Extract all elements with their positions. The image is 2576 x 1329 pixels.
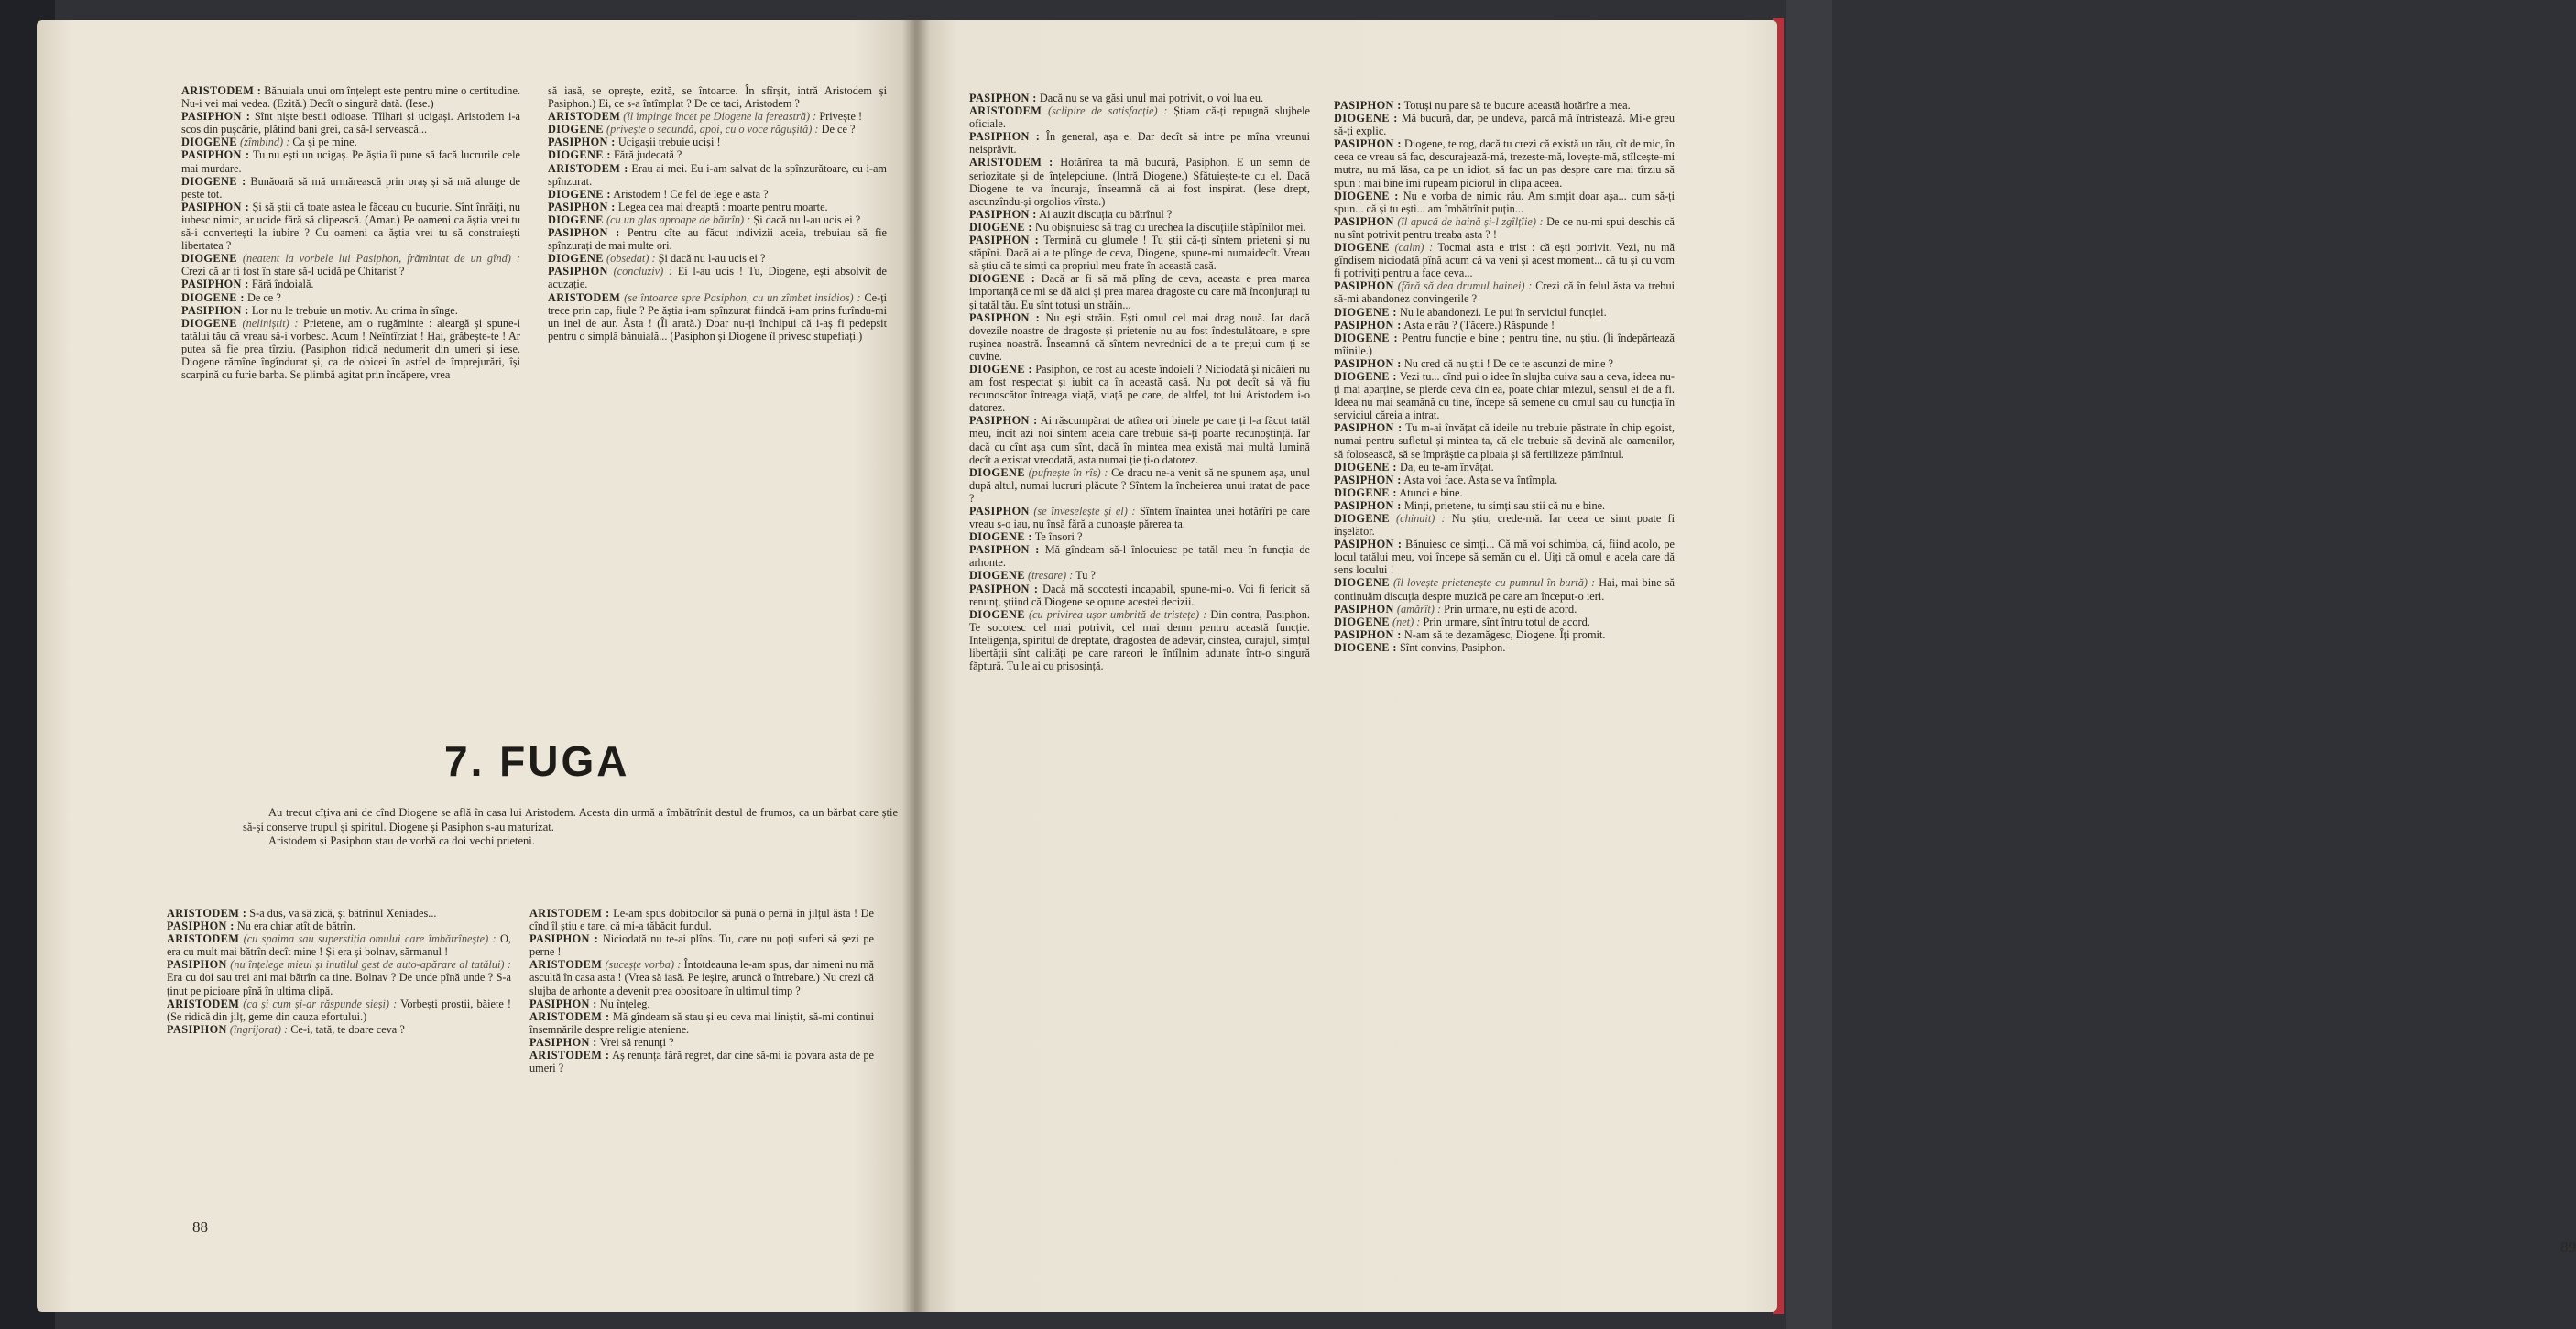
speaker-name: PASIPHON	[167, 1022, 227, 1036]
dialogue-line	[969, 104, 1310, 130]
dialogue-line	[1334, 306, 1675, 319]
dialogue-text: Mă gîndeam să stau și eu ceva mai liniștit, să-mi continui însemnările despre religie ateniene.	[529, 1009, 874, 1036]
dialogue-line	[529, 1049, 874, 1074]
stage-direction: (îl lovește prietenește cu pumnul în burtă) :	[1392, 576, 1596, 590]
stage-direction: (cu spaima sau superstiția omului care îmbătrînește) :	[243, 932, 497, 946]
dialogue-text: Ai răscumpărat de atîtea ori binele pe care ți l-a făcut tatăl meu, încît azi noi sîntem aceia care trebuie să-ți poarte recunoștință. Iar dacă cu cînt așa cum sînt, dacă în mintea mea există mai multă lumină decît a existat vreodată, asta numai ție ți-o datorez.	[969, 414, 1310, 466]
dialogue-text: Hai, mai bine să continuăm discuția despre muzică pe care am început-o ieri.	[1334, 576, 1675, 603]
chapter-intro	[243, 806, 898, 849]
dialogue-line	[548, 252, 887, 265]
dialogue-text: Și să știi că toate astea le făceau cu bucurie. Sînt înrăiți, nu iubesc nimic, ar ucide fără să clipească. (Amar.) Pe oameni ca ăștia vrei tu să-i convertești la iubire ? Cu oameni ca ăștia vrei tu să construiești libertatea ?	[181, 200, 521, 253]
dialogue-line	[1334, 576, 1675, 602]
stage-direction: (îl împinge încet pe Diogene la fereastră) :	[623, 110, 817, 124]
speaker-name: PASIPHON :	[529, 1035, 597, 1049]
speaker-name: DIOGENE	[1334, 512, 1390, 525]
speaker-name: DIOGENE	[548, 252, 604, 266]
dialogue-text: Ai auzit discuția cu bătrînul ?	[1039, 207, 1173, 221]
dialogue-line	[1334, 641, 1675, 654]
dialogue-line	[529, 1036, 874, 1049]
dialogue-text: De ce nu-mi spui deschis că nu sînt potrivit pentru treaba asta ? !	[1334, 214, 1675, 241]
dialogue-text: Dacă ar fi să mă plîng de ceva, aceasta e prea marea importanță ce mi se dă aici și prea marea dragoste cu care mă înconjurați tu și tatăl tău. Eu sînt totuși un străin...	[969, 272, 1311, 311]
stage-direction: (zîmbind) :	[239, 136, 290, 149]
dialogue-text: Mă bucură, dar, pe undeva, parcă mă întristează. Mi-e greu să-ți explic.	[1334, 112, 1675, 138]
dialogue-line	[969, 530, 1310, 543]
speaker-name: DIOGENE	[181, 316, 237, 330]
dialogue-line	[969, 272, 1310, 310]
speaker-name: PASIPHON :	[1334, 318, 1402, 332]
dialogue-text: Aristodem ! Ce fel de lege e asta ?	[613, 187, 769, 201]
stage-direction: (net) :	[1392, 615, 1421, 628]
speaker-name: PASIPHON :	[969, 207, 1037, 221]
speaker-name: ARISTODEM :	[181, 84, 262, 97]
right-page-column-2	[1334, 99, 1675, 654]
speaker-name: DIOGENE	[1334, 576, 1390, 590]
dialogue-text: Nu ești străin. Ești omul cel mai drag nouă. Iar dacă dovezile noastre de dragoste și prietenie nu au fost îndestulătoare, e spre rușinea noastră. Înseamnă că sîntem nevrednici de a te prețui cum ți se cuvine.	[969, 310, 1311, 363]
dialogue-text: Privește !	[819, 110, 863, 124]
dialogue-line	[1334, 112, 1675, 137]
stage-direction: (neatent la vorbele lui Pasiphon, frămîntat de un gînd) :	[242, 252, 520, 266]
dialogue-line	[1334, 474, 1675, 486]
dialogue-line	[548, 123, 887, 136]
speaker-name: PASIPHON :	[1334, 627, 1402, 641]
dialogue-text: Sînt niște bestii odioase. Tîlhari și ucigași. Aristodem i-a scos din pușcărie, plătind bani grei, ca să-l servească...	[181, 110, 520, 136]
speaker-name: PASIPHON	[969, 505, 1030, 517]
dialogue-text: Nu obișnuiesc să trag cu urechea la discuțiile stăpînilor mei.	[1034, 220, 1306, 234]
dialogue-line	[529, 932, 874, 958]
speaker-name: PASIPHON :	[548, 136, 616, 149]
speaker-name: DIOGENE :	[969, 530, 1032, 544]
speaker-name: DIOGENE :	[548, 148, 611, 162]
left-page-bottom-column-1	[167, 907, 511, 1036]
speaker-name: PASIPHON :	[1334, 498, 1402, 512]
dialogue-text: Nu era chiar atît de bătrîn.	[236, 920, 355, 933]
speaker-name: DIOGENE	[548, 123, 604, 136]
dialogue-text: Din contra, Pasiphon. Te socotesc cel mai potrivit, cel mai demn pentru această funcție. Inteligența, spiritul de dreptate, dragostea de adevăr, cinstea, curajul, simțul libertății sînt calități pe care rareori le întîlnim adunate într-o singură făptură. Tu le ai cu prisosință.	[969, 607, 1310, 673]
dialogue-text: Era cu doi sau trei ani mai bătrîn ca tine. Bolnav ? De unde pînă unde ? S-a ținut pe picioare pînă în ultima clipă.	[167, 971, 511, 997]
dialogue-text: Da, eu te-am învățat.	[1399, 460, 1494, 474]
dialogue-text: Bănuiala unui om înțelept este pentru mine o certitudine. Nu-i vei mai vedea. (Ezită.) Decît o singură dată. (Iese.)	[181, 84, 520, 111]
dialogue-line	[1334, 370, 1675, 421]
speaker-name: PASIPHON :	[969, 543, 1040, 557]
dialogue-line	[1334, 190, 1675, 215]
dialogue-line	[1334, 486, 1675, 499]
dialogue-text: Nu e vorba de nimic rău. Am simțit doar așa... cum să-ți spun... că și tu ești... am îmbătrînit puțin...	[1334, 189, 1675, 215]
dialogue-line	[548, 201, 887, 213]
dialogue-line	[529, 1010, 874, 1036]
speaker-name: DIOGENE :	[1334, 189, 1399, 202]
speaker-name: PASIPHON	[1334, 602, 1394, 615]
dialogue-line	[167, 958, 511, 997]
book-cover-right-edge	[1786, 0, 1832, 1329]
dialogue-line	[969, 466, 1310, 505]
dialogue-text: Știam că-ți repugnă slujbele oficiale.	[969, 104, 1310, 131]
dialogue-line	[548, 213, 887, 226]
speaker-name: DIOGENE	[548, 212, 604, 226]
dialogue-text: Fără îndoială.	[251, 278, 314, 291]
dialogue-text: Sînt convins, Pasiphon.	[1399, 640, 1506, 654]
speaker-name: DIOGENE :	[969, 220, 1032, 234]
stage-direction: (pufnește în rîs) :	[1028, 465, 1108, 479]
dialogue-line	[969, 92, 1310, 104]
speaker-name: DIOGENE :	[969, 272, 1036, 286]
speaker-name: DIOGENE	[969, 569, 1025, 583]
dialogue-text: Ucigașii trebuie uciși !	[617, 136, 721, 149]
speaker-name: ARISTODEM	[167, 997, 240, 1010]
dialogue-text: Tocmai asta e trist : că ești potrivit. Vezi, nu mă gîndisem niciodată pînă acum că va veni și acest moment... că tu și cu vom fi potriviți pentru a face ceva...	[1334, 241, 1675, 280]
speaker-name: PASIPHON :	[969, 582, 1039, 595]
dialogue-text: Mă gîndeam să-l înlocuiesc pe tatăl meu în funcția de arhonte.	[969, 543, 1311, 570]
stage-direction: (îngrijorat) :	[229, 1022, 289, 1036]
dialogue-line	[1334, 215, 1675, 241]
dialogue-line	[969, 234, 1310, 272]
dialogue-line	[1334, 137, 1675, 189]
stage-direction: (privește o secundă, apoi, cu o voce răgușită) :	[606, 123, 819, 136]
intro-paragraph: Au trecut cîțiva ani de cînd Diogene se află în casa lui Aristodem. Acesta din urmă a îmbătrînit destul de frumos, ca un bărbat care știe să-și conserve trupul și spiritul. Diogene și Pasiphon s-au maturizat.	[243, 806, 898, 833]
speaker-name: PASIPHON :	[181, 278, 249, 291]
speaker-name: DIOGENE :	[1334, 369, 1397, 383]
dialogue-line	[969, 208, 1310, 221]
dialogue-line	[1334, 603, 1675, 615]
left-page-bottom-column-2	[529, 907, 874, 1074]
dialogue-text: Erau ai mei. Eu i-am salvat de la spînzurătoare, eu i-am spînzurat.	[548, 161, 887, 188]
stage-direction: (obsedat) :	[606, 252, 656, 266]
dialogue-text: Întotdeauna le-am spus, dar nimeni nu mă ascultă în casa asta ! (Vrea să iasă. Pe ieșire, aruncă o întrebare.) Nu crezi că slujba de arhonte a devenit prea obositoare în ultimul timp ?	[529, 958, 875, 997]
speaker-name: PASIPHON :	[1334, 421, 1403, 435]
dialogue-line	[548, 162, 887, 188]
dialogue-text: Dacă nu se va găsi unul mai potrivit, o voi lua eu.	[1039, 92, 1264, 104]
dialogue-text: Fără judecată ?	[613, 148, 682, 162]
dialogue-line	[167, 920, 511, 932]
dialogue-line	[969, 156, 1310, 207]
dialogue-line	[1334, 279, 1675, 305]
speaker-name: DIOGENE :	[1334, 112, 1398, 125]
dialogue-text: Tu nu ești un ucigaș. Pe ăștia îi pune să facă lucrurile cele mai murdare.	[181, 148, 521, 175]
dialogue-line	[548, 291, 887, 343]
dialogue-line	[181, 136, 520, 148]
dialogue-text: S-a dus, va să zică, și bătrînul Xeniades...	[249, 907, 437, 920]
dialogue-text: Diogene, te rog, dacă tu crezi că există un rău, cît de mic, în ceea ce vreau să fac, descurajează-mă, trezește-mă, lovește-mă, stîlcește-mi mutra, nu mă lăsa, ca pe un idiot, să fac un pas despre care mai tîrziu să spun : mai bine îmi rupeam piciorul în clipa aceea.	[1334, 137, 1675, 190]
speaker-name: DIOGENE	[181, 136, 237, 149]
dialogue-line	[181, 278, 520, 290]
dialogue-text: N-am să te dezamăgesc, Diogene. Îți promit.	[1403, 627, 1606, 641]
dialogue-line	[1334, 628, 1675, 641]
speaker-name: PASIPHON :	[1334, 473, 1402, 486]
speaker-name: PASIPHON :	[969, 234, 1040, 247]
dialogue-line	[167, 907, 511, 920]
dialogue-text: Le-am spus dobitocilor să pună o pernă în jilțul ăsta ! De cînd îl știu e tare, că mi-a tăbăcit fundul.	[529, 907, 874, 933]
dialogue-text: Hotărîrea ta mă bucură, Pasiphon. E un semn de seriozitate și de înțelepciune. (Intră Diogene.) Sfătuiește-te cu el. Dacă Diogene te va încuraja, înseamnă că ai fost inspirat. (Iese drept, ascunzîndu-și orgolios vîrsta.)	[969, 156, 1310, 208]
chapter-title: 7. FUGA	[444, 737, 630, 785]
dialogue-text: Asta voi face. Asta se va întîmpla.	[1403, 473, 1558, 486]
dialogue-text: Tu m-ai învățat că ideile nu trebuie păstrate în chip egoist, numai pentru sufletul și mintea ta, că ele trebuie să devină ale oamenilor, să folosească, să se împrăștie ca ploaia și să fertilizeze pămîntul.	[1334, 421, 1675, 461]
dialogue-line	[548, 265, 887, 290]
speaker-name: PASIPHON :	[1334, 99, 1402, 112]
speaker-name: PASIPHON	[167, 958, 227, 972]
dialogue-line	[181, 291, 520, 304]
speaker-name: PASIPHON :	[167, 920, 235, 933]
left-page-top-column-1	[181, 84, 520, 381]
speaker-name: PASIPHON :	[181, 148, 250, 162]
speaker-name: DIOGENE	[969, 465, 1025, 479]
speaker-name: DIOGENE :	[548, 187, 611, 201]
speaker-name: ARISTODEM	[167, 932, 240, 946]
dialogue-line	[181, 175, 520, 201]
left-page-top-column-2	[548, 84, 887, 343]
dialogue-text: Pentru cîte au făcut indivizii aceia, trebuiau să fie spînzurați de mai multe ori.	[548, 226, 887, 253]
dialogue-line	[969, 130, 1310, 156]
speaker-name: DIOGENE :	[1334, 331, 1398, 344]
stage-direction: (sclipire de satisfacție) :	[1048, 104, 1168, 118]
speaker-name: ARISTODEM	[529, 958, 603, 972]
dialogue-line	[1334, 241, 1675, 279]
dialogue-text: Bănuiesc ce simți... Că mă voi schimba, că, fiind acolo, pe locul tatălui meu, voi începe să semăn cu el. Uiți că omul e acela care dă sens locului !	[1334, 538, 1675, 577]
dialogue-text: De ce ?	[821, 123, 856, 136]
dialogue-text: De ce ?	[246, 290, 281, 304]
dialogue-line	[181, 252, 520, 278]
speaker-name: ARISTODEM :	[167, 907, 247, 920]
stage-direction: (concluziv) :	[613, 265, 673, 278]
dialogue-line	[1334, 461, 1675, 474]
speaker-name: DIOGENE :	[181, 174, 246, 188]
speaker-name: PASIPHON :	[1334, 137, 1402, 151]
dialogue-text: Nu le abandonezi. Le pui în serviciul funcției.	[1399, 305, 1607, 319]
dialogue-text: Tu ?	[1075, 569, 1096, 583]
speaker-name: PASIPHON	[548, 265, 608, 278]
speaker-name: ARISTODEM	[548, 110, 621, 124]
dialogue-text: Ca și pe mine.	[292, 136, 357, 149]
dialogue-text: Ce dracu ne-a venit să ne spunem așa, unul după altul, numai lucruri plăcute ? Sîntem la încheierea unui tratat de pace ?	[969, 465, 1311, 505]
dialogue-line	[181, 304, 520, 317]
dialogue-text: Crezi că în felul ăsta va trebui să-mi abandonez convingerile ?	[1334, 279, 1675, 306]
dialogue-text: Lor nu le trebuie un motiv. Au crima în sînge.	[251, 303, 458, 317]
dialogue-text: Vorbești prostii, băiete ! (Se ridică din jilț, geme din cauza efortului.)	[167, 997, 512, 1023]
speaker-name: PASIPHON :	[529, 997, 597, 1010]
dialogue-line	[1334, 538, 1675, 576]
dialogue-line	[181, 148, 520, 174]
speaker-name: DIOGENE	[969, 607, 1025, 621]
speaker-name: DIOGENE	[181, 252, 237, 266]
dialogue-line	[969, 583, 1310, 608]
dialogue-line	[969, 363, 1310, 414]
dialogue-text: Atunci e bine.	[1399, 485, 1463, 499]
speaker-name: ARISTODEM	[548, 290, 621, 304]
speaker-name: PASIPHON :	[1334, 538, 1403, 551]
dialogue-line	[1334, 357, 1675, 370]
speaker-name: ARISTODEM :	[529, 1009, 610, 1023]
dialogue-text: Totuși nu pare să te bucure această hotărîre a mea.	[1403, 99, 1631, 112]
dialogue-line	[529, 997, 874, 1010]
dialogue-text: Ei l-au ucis ! Tu, Diogene, ești absolvit de acuzație.	[548, 265, 888, 291]
page-number-left: 88	[192, 1218, 208, 1236]
dialogue-text: Legea cea mai dreaptă : moarte pentru moarte.	[617, 200, 828, 213]
dialogue-text: Sîntem înaintea unei hotărîri pe care vreau s-o iau, nu însă fără a cunoaște părerea ta.	[969, 505, 1310, 531]
dialogue-text: Pentru funcție e bine ; pentru tine, nu știu. (Îi îndepărtează mîinile.)	[1334, 331, 1675, 357]
dialogue-line	[969, 543, 1310, 569]
dialogue-line	[1334, 332, 1675, 357]
dialogue-line	[969, 569, 1310, 582]
speaker-name: DIOGENE :	[1334, 460, 1397, 474]
right-page	[914, 20, 2576, 1312]
dialogue-line	[529, 958, 874, 997]
dialogue-text: În general, așa e. Dar decît să intre pe mîna vreunui neisprăvit.	[969, 130, 1311, 157]
stage-direction: (se întoarce spre Pasiphon, cu un zîmbet insidios) :	[624, 290, 861, 304]
dialogue-line	[167, 997, 511, 1023]
dialogue-text: Nu știu, crede-mă. Iar ceea ce simt poate fi înșelător.	[1334, 512, 1675, 539]
dialogue-text: Termină cu glumele ! Tu știi că-ți sîntem prieteni și nu stăpîni. Dacă ai a te plînge de ceva, Diogene, spune-mi numaidecît. Vreau să știu că te simți ca propriul meu frate în această casă.	[969, 234, 1310, 273]
stage-direction: (ca și cum și-ar răspunde sieși) :	[243, 997, 398, 1010]
dialogue-line	[1334, 99, 1675, 112]
speaker-name: ARISTODEM :	[548, 161, 628, 175]
stage-direction: (fără să dea drumul hainei) :	[1397, 279, 1533, 293]
dialogue-line	[548, 188, 887, 201]
dialogue-text: Dacă mă socotești incapabil, spune-mi-o. Voi fi fericit să renunț, știind că Diogene se opune acestei decizii.	[969, 582, 1310, 608]
dialogue-line	[969, 505, 1310, 530]
dialogue-text: Pasiphon, ce rost au aceste îndoieli ? Niciodată și nicăieri nu am fost respectat și iubit ca în această casă. Nu pot decît să vă fiu recunoscător întreaga viață, viață pe care, de altfel, tot lui Aristodem i-o datorez.	[969, 362, 1310, 415]
stage-direction: (cu un glas aproape de bătrîn) :	[606, 212, 751, 226]
speaker-name: DIOGENE	[1334, 615, 1390, 628]
dialogue-text: Prietene, am o rugăminte : aleargă și spune-i tatălui tău că vreau să-i vorbesc. Acum ! Neîntîrziat ! Hai, grăbește-te ! Ar putea să fie prea tîrziu. (Pasiphon ridică nedumerit din umeri și iese. Diogene rămîne îngîndurat și, ca de obicei în astfel de împrejurări, își scarpină cu furie barba. Se plimbă agitat prin încăpere, vrea	[181, 316, 521, 382]
dialogue-text: Vezi tu... cînd pui o idee în slujba cuiva sau a ceva, ideea nu-ți mai aparține, se pierde ceva din ea, poate chiar miezul, sensul ei de a fi. Ideea nu mai seamănă cu tine, începe să semene cu omul sau cu funcția în serviciul căreia a intrat.	[1334, 369, 1675, 422]
speaker-name: PASIPHON :	[548, 226, 620, 240]
left-page	[37, 20, 916, 1312]
dialogue-text: Minți, prietene, tu simți sau știi că nu e bine.	[1403, 498, 1606, 512]
dialogue-line	[1334, 319, 1675, 332]
speaker-name: DIOGENE :	[181, 290, 245, 304]
speaker-name: PASIPHON :	[181, 200, 250, 213]
stage-direction: (se înveselește și el) :	[1033, 505, 1136, 517]
dialogue-line	[1334, 615, 1675, 628]
dialogue-text: Și dacă nu l-au ucis ei ?	[753, 212, 861, 226]
dialogue-text: Ce-i, tată, te doare ceva ?	[290, 1022, 405, 1036]
dialogue-line	[1334, 499, 1675, 512]
dialogue-line	[529, 907, 874, 932]
dialogue-line	[181, 84, 520, 110]
stage-direction: (chinuit) :	[1396, 512, 1446, 525]
speaker-name: DIOGENE :	[1334, 485, 1397, 499]
dialogue-line	[548, 226, 887, 252]
speaker-name: ARISTODEM :	[529, 1049, 610, 1062]
dialogue-text: Vrei să renunți ?	[599, 1035, 674, 1049]
speaker-name: ARISTODEM :	[969, 156, 1053, 169]
speaker-name: ARISTODEM	[969, 104, 1042, 118]
speaker-name: PASIPHON	[1334, 214, 1394, 228]
dialogue-line	[969, 414, 1310, 465]
stage-direction: (suceșțe vorba) :	[605, 958, 682, 972]
speaker-name: DIOGENE	[1334, 241, 1390, 255]
speaker-name: DIOGENE :	[1334, 305, 1397, 319]
stage-direction: (calm) :	[1394, 241, 1434, 255]
dialogue-text: Asta e rău ? (Tăcere.) Răspunde !	[1403, 318, 1555, 332]
dialogue-text: Prin urmare, nu ești de acord.	[1444, 602, 1577, 615]
dialogue-text: O, era cu mult mai bătrîn decît mine ! Și era și bolnav, sărmanul !	[167, 932, 511, 959]
speaker-name: PASIPHON :	[969, 310, 1041, 324]
speaker-name: PASIPHON :	[969, 414, 1038, 428]
dialogue-line	[548, 110, 887, 123]
dialogue-line	[167, 1023, 511, 1036]
dialogue-text: Prin urmare, sînt întru totul de acord.	[1423, 615, 1590, 628]
speaker-name: PASIPHON :	[1334, 356, 1402, 370]
stage-direction: (cu privirea ușor umbrită de tristețe) :	[1029, 607, 1207, 621]
speaker-name: ARISTODEM :	[529, 907, 610, 920]
right-page-column-1	[969, 92, 1310, 672]
dialogue-line	[181, 110, 520, 136]
speaker-name: DIOGENE :	[969, 362, 1033, 376]
dialogue-text: Crezi că ar fi fost în stare să-l ucidă pe Chitarist ?	[181, 265, 405, 278]
stage-direction: (îl apucă de haină și-l zgîlțîie) :	[1397, 214, 1544, 228]
dialogue-text: Te însori ?	[1034, 530, 1083, 544]
page-number-right: 89	[2560, 1238, 2576, 1256]
dialogue-line	[181, 201, 520, 252]
dialogue-line	[969, 608, 1310, 672]
stage-direction: (tresare) :	[1027, 569, 1074, 583]
speaker-name: PASIPHON :	[181, 303, 249, 317]
stage-direction: (nu înțelege mieul și inutilul gest de auto-apărare al tatălui) :	[230, 958, 511, 972]
dialogue-line	[548, 148, 887, 161]
dialogue-text: Aș renunța fără regret, dar cine să-mi ia povara asta de pe umeri ?	[529, 1049, 874, 1075]
speaker-name: DIOGENE :	[1334, 640, 1397, 654]
dialogue-text: Nu cred că nu știi ! De ce te ascunzi de mine ?	[1403, 356, 1613, 370]
dialogue-line	[548, 84, 887, 110]
dialogue-line	[1334, 512, 1675, 538]
dialogue-line	[1334, 421, 1675, 460]
dialogue-line	[969, 311, 1310, 363]
stage-direction: (neliniștit) :	[242, 316, 299, 330]
dialogue-line	[969, 221, 1310, 234]
intro-paragraph: Aristodem și Pasiphon stau de vorbă ca doi vechi prieteni.	[268, 834, 535, 847]
speaker-name: PASIPHON :	[529, 932, 599, 946]
book-gutter	[902, 20, 930, 1312]
speaker-name: PASIPHON :	[548, 200, 616, 213]
speaker-name: PASIPHON :	[969, 130, 1041, 144]
stage-direction: (amărît) :	[1396, 602, 1442, 615]
dialogue-text: să iasă, se oprește, ezită, se întoarce. În sfîrșit, intră Aristodem și Pasiphon.) Ei, ce s-a întîmplat ? De ce taci, Aristodem ?	[548, 84, 887, 111]
speaker-name: PASIPHON :	[181, 110, 251, 124]
speaker-name: PASIPHON :	[969, 92, 1037, 104]
dialogue-line	[181, 317, 520, 381]
dialogue-text: Bunăoară să mă urmărească prin oraș și să mă alunge de peste tot.	[181, 174, 520, 201]
speaker-name: PASIPHON	[1334, 279, 1394, 293]
dialogue-line	[548, 136, 887, 148]
dialogue-text: Ce-ți trece prin cap, fiule ? Pe ăștia i-am spînzurat fiindcă i-am prins furîndu-mi un inel de aur. Ăsta ! (Îl arată.) Doar nu-ți închipui că i-aș fi pedepsit pentru o simplă bănuială... (Pasiphon și Diogene îl privesc stupefiați.)	[548, 290, 888, 343]
dialogue-line	[167, 932, 511, 958]
dialogue-text: Niciodată nu te-ai plîns. Tu, care nu poți suferi să șezi pe perne !	[529, 932, 874, 959]
dialogue-text: Și dacă nu l-au ucis ei ?	[658, 252, 766, 266]
dialogue-text: Nu înțeleg.	[599, 997, 650, 1010]
